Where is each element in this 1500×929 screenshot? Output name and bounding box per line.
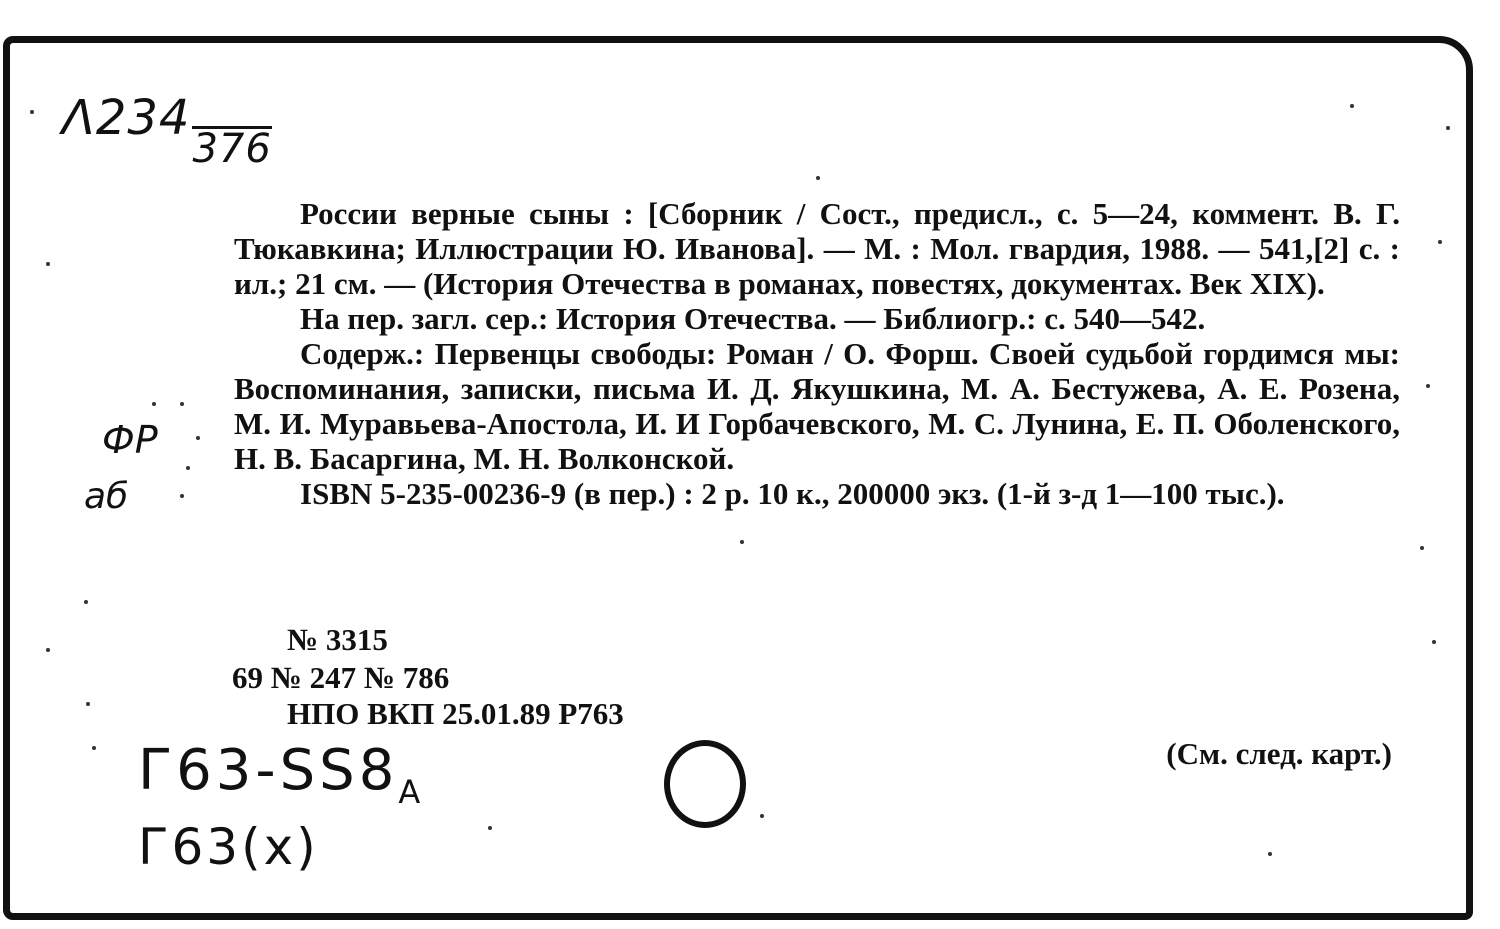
speck (46, 262, 50, 266)
shelfmark-fraction: 376 (192, 126, 272, 172)
speck (760, 814, 764, 818)
speck (180, 494, 184, 498)
speck (180, 402, 184, 406)
speck (1426, 384, 1430, 388)
speck (152, 402, 156, 406)
speck (1446, 126, 1450, 130)
record-number: № 3315 (287, 622, 388, 657)
shelfmark-main: Λ234 (62, 90, 191, 146)
speck (740, 540, 744, 544)
handwritten-code-2: Г63(x) (138, 818, 319, 876)
handwritten-shelfmark (62, 90, 272, 172)
margin-mark-2: аб (84, 476, 129, 517)
main-entry: России верные сыны : [Сборник / Сост., предисл., с. 5—24, коммент. В. Г. Тюкавкина; Иллюстрации Ю. Иванова]. — М. : Мол. гвардия, 1988. — 541,[2] с. : ил.; 21 см. — (История Отечества в романах, повестях, документах. Век XIX). (234, 196, 1400, 301)
see-next-card: (См. след. карт.) (1166, 736, 1392, 771)
handwritten-code-1 (138, 738, 421, 811)
isbn-line: ISBN 5-235-00236-9 (в пер.) : 2 р. 10 к., 200000 экз. (1-й з-д 1—100 тыс.). (300, 476, 1285, 511)
speck (46, 648, 50, 652)
series-note: На пер. загл. сер.: История Отечества. — Библиогр.: с. 540—542. (300, 301, 1206, 336)
circle-stamp-mark (664, 740, 746, 828)
speck (92, 746, 96, 750)
code-1-suffix: A (398, 773, 421, 811)
printer-line: НПО ВКП 25.01.89 Р763 (287, 696, 624, 731)
speck (488, 826, 492, 830)
speck (1432, 640, 1436, 644)
speck (84, 600, 88, 604)
speck (816, 176, 820, 180)
margin-mark-1: ФР (102, 418, 158, 462)
speck (1420, 546, 1424, 550)
speck (86, 702, 90, 706)
speck (186, 466, 190, 470)
numbers-line: 69 № 247 № 786 (232, 660, 450, 695)
speck (30, 110, 34, 114)
contents-note: Содерж.: Первенцы свободы: Роман / О. Форш. Своей судьбой гордимся мы: Воспоминания, записки, письма И. Д. Якушкина, М. А. Бестужева, А. Е. Розена, М. И. Муравьева-Апостола, И. И Горбачевского, М. С. Лунина, Е. П. Оболенского, Н. В. Басаргина, М. Н. Волконской. (234, 336, 1400, 476)
speck (1268, 852, 1272, 856)
code-1-main: Г63-SS8 (138, 738, 399, 803)
bibliographic-record (234, 196, 1400, 511)
speck (1438, 240, 1442, 244)
speck (1350, 104, 1354, 108)
speck (196, 436, 200, 440)
